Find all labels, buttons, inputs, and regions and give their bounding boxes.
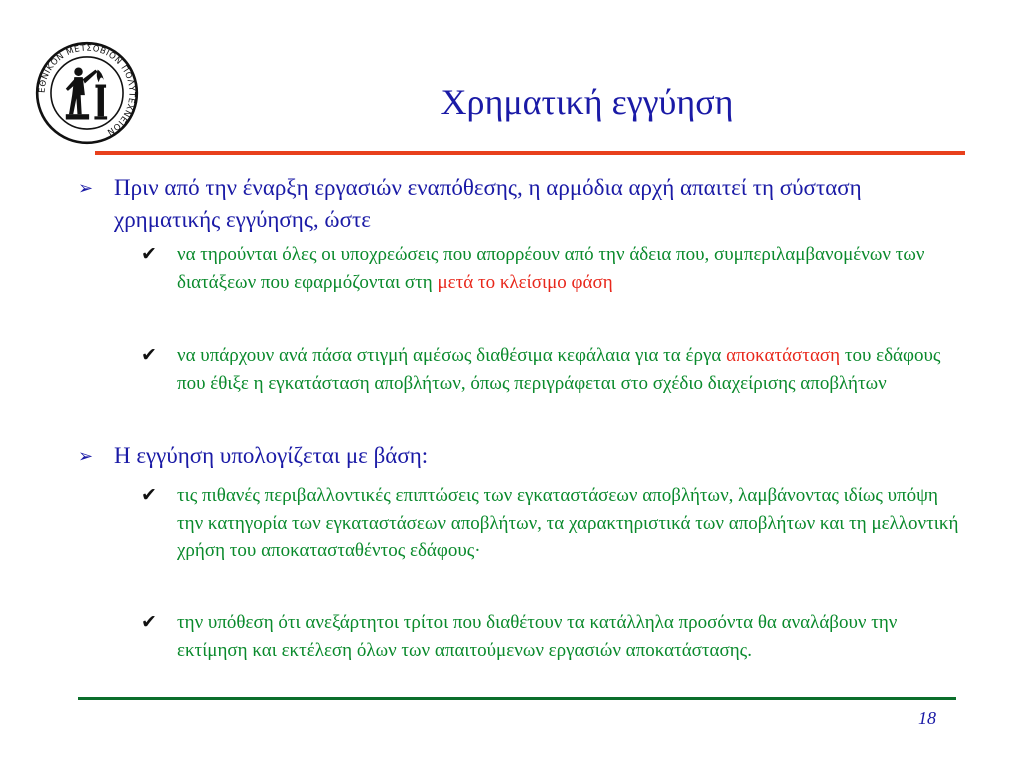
sub-bullet-2-1 [141,482,967,565]
highlight-text: αποκατάσταση [726,345,841,366]
check-bullet-icon: ✔ [141,485,157,506]
bullet-1 [78,172,964,236]
sub-bullet-text: να υπάρχουν ανά πάσα στιγμή αμέσως διαθέσιμα κεφάλαια για τα έργα [177,345,727,366]
check-bullet-icon: ✔ [141,612,157,633]
bullet-2-text: Η εγγύηση υπολογίζεται με βάση: [114,443,429,468]
sub-bullet-1-1 [141,241,967,296]
footer-divider [78,697,956,700]
check-bullet-icon: ✔ [141,345,157,366]
slide-title: Χρηματική εγγύηση [440,82,734,122]
arrow-bullet-icon: ➢ [78,446,94,466]
page-number: 18 [918,708,936,728]
sub-bullet-text: την υπόθεση ότι ανεξάρτητοι τρίτοι που διαθέτουν τα κατάλληλα προσόντα θα αναλάβουν την εκτίμηση και εκτέλεση όλων των απαιτούμενων εργασιών αποκατάστασης. [177,612,898,661]
svg-text:ΕΘΝΙΚΟΝ ΜΕΤΣΟΒΙΟΝ ΠΟΛΥΤΕΧΝΕΙΟΝ: ΕΘΝΙΚΟΝ ΜΕΤΣΟΒΙΟΝ ΠΟΛΥΤΕΧΝΕΙΟΝ [36,42,138,138]
sub-bullet-text: τις πιθανές περιβαλλοντικές επιπτώσεις των εγκαταστάσεων αποβλήτων, λαμβάνοντας ιδίως υπόψη την κατηγορία των εγκαταστάσεων αποβλήτων, τα χαρακτηριστικά των αποβλήτων και τη μελλοντική χρήση του αποκατασταθέντος εδάφους· [177,485,959,561]
title-divider [95,151,965,155]
sub-bullet-text-end: του εδάφους που έθιξε η εγκατάσταση αποβλήτων, όπως περιγράφεται στο σχέδιο διαχείρισης αποβλήτων [177,345,941,394]
ntua-seal-logo [34,40,140,146]
check-bullet-icon: ✔ [141,244,157,265]
arrow-bullet-icon: ➢ [78,178,94,198]
sub-bullet-2-2 [141,609,967,664]
bullet-1-text: Πριν από την έναρξη εργασιών εναπόθεσης, η αρμόδια αρχή απαιτεί τη σύσταση χρηματικής εγγύησης, ώστε [114,175,862,232]
highlight-text: μετά το κλείσιμο φάση [437,271,613,293]
bullet-2 [78,440,964,472]
sub-bullet-1-2 [141,342,967,397]
sub-bullet-text: να τηρούνται όλες οι υποχρεώσεις που απορρέουν από την άδεια που, συμπεριλαμβανομένων των διατάξεων που εφαρμόζονται στη [177,244,925,293]
